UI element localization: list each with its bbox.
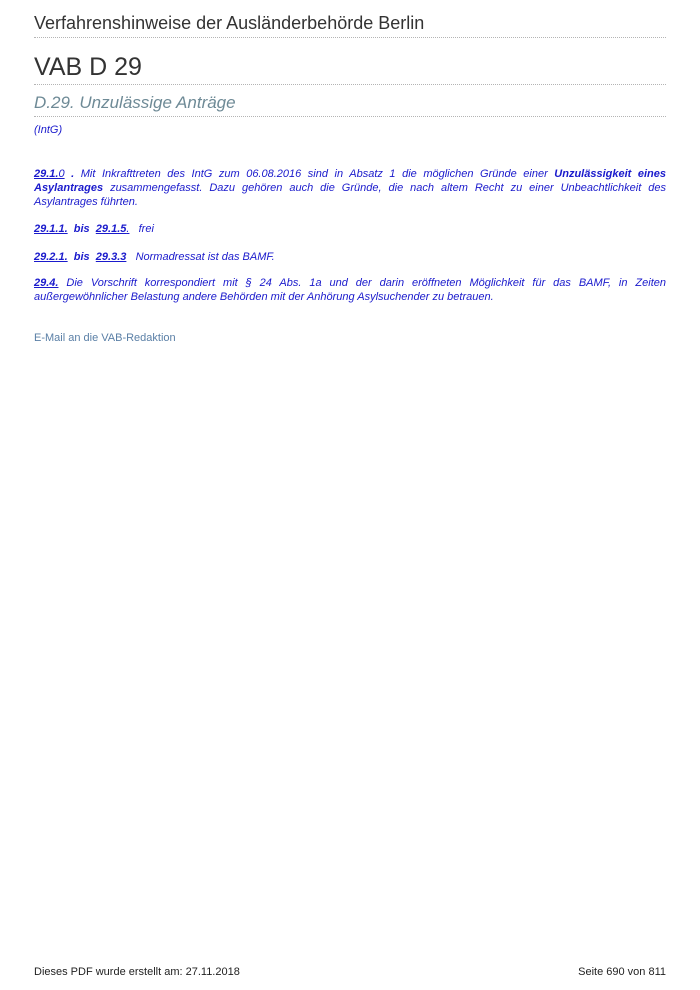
range-separator: bis [73, 251, 90, 263]
law-reference: (IntG) [34, 124, 63, 136]
paragraph-emphasis: Unzulässigkeit eines Asylantrages [34, 168, 666, 194]
paragraph-29-2-1 [34, 250, 666, 264]
paragraph-29-4 [34, 276, 666, 304]
link-29-2-1[interactable]: 29.2.1. [34, 251, 68, 263]
section-title: D.29. Unzulässige Anträge [34, 93, 666, 117]
range-separator: bis [73, 223, 90, 235]
paragraph-text: frei [138, 223, 154, 235]
paragraph-text: Die Vorschrift korrespondiert mit § 24 Abs. 1a und der darin eröffneten Möglichkeit für das BAMF, in Zeiten außergewöhnlicher Belastung andere Behörden mit der Anhörung Asylsuchender zu betrauen. [34, 277, 666, 303]
document-code: VAB D 29 [34, 52, 666, 85]
paragraph-text: zusammengefasst. Dazu gehören auch die Gründe, die nach altem Recht zu einer Unbeachtlichkeit des Asylantrages führten. [34, 182, 666, 208]
link-29-3-3[interactable]: 29.3.3 [95, 251, 127, 263]
link-29-1-0[interactable]: 29.1.0 [34, 168, 65, 180]
footer-page-number: Seite 690 von 811 [578, 966, 666, 978]
paragraph-dot: . [64, 168, 75, 180]
document-header-title: Verfahrenshinweise der Ausländerbehörde Berlin [34, 12, 666, 38]
link-29-1-5[interactable]: 29.1.5. [95, 223, 130, 235]
email-editorial-link[interactable]: E-Mail an die VAB-Redaktion [34, 332, 176, 344]
link-29-4[interactable]: 29.4. [34, 277, 59, 289]
paragraph-text: Mit Inkrafttreten des IntG zum 06.08.2016 sind in Absatz 1 die möglichen Gründe einer [74, 168, 555, 180]
paragraph-29-1-1 [34, 222, 666, 236]
link-29-1-1[interactable]: 29.1.1. [34, 223, 68, 235]
footer-created-date: Dieses PDF wurde erstellt am: 27.11.2018 [34, 966, 240, 978]
paragraph-text: Normadressat ist das BAMF. [135, 251, 275, 263]
paragraph-29-1-0 [34, 167, 666, 209]
